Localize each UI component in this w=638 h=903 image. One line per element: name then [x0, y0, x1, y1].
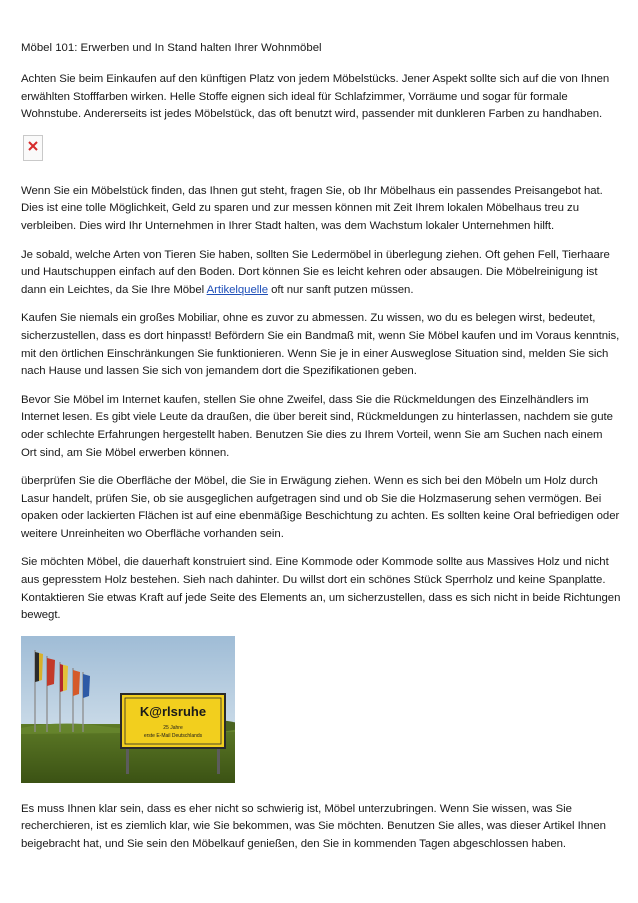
document-page	[21, 40, 621, 865]
paragraph: überprüfen Sie die Oberfläche der Möbel, die Sie in Erwägung ziehen. Wenn es sich bei den Möbeln um Holz durch Lasur handelt, prüfen Sie, ob sie ausgeglichen aufgetragen sind und ob Sie die Holzmaserung sehen vermögen. Bei opaken oder lackierten Flächen ist auf eine ebenmäßige Beschichtung zu achten. Es sollten keine Oral befriedigen oder weitere Unreinheiten wo Oberfläche vorhanden sein.	[21, 475, 620, 540]
paragraph: Es muss Ihnen klar sein, dass es eher nicht so schwierig ist, Möbel unterzubringen. Wenn Sie wissen, was Sie recherchieren, ist es ziemlich klar, wie Sie bekommen, was Sie möchten. Benutzen Sie alles, was dieser Artikel Ihnen beigebracht hat, und Sie sein den Möbelkauf genießen, den Sie in kommenden Tagen abgeschlossen haben.	[21, 802, 606, 851]
paragraph: Sie möchten Möbel, die dauerhaft konstruiert sind. Eine Kommode oder Kommode sollte aus Massives Holz und nicht aus gepresstem Holz bestehen. Sieh nach dahinter. Du willst dort ein schönes Stück Sperrholz und keine Spanplatte. Kontaktieren Sie etwas Kraft auf jede Seite des Elements an, um sicherzustellen, dass es sich nicht in beide Richtungen bewegt.	[21, 556, 621, 622]
paragraph: Achten Sie beim Einkaufen auf den künftigen Platz von jedem Möbelstücks. Jener Aspekt sollte sich auf die von Ihnen erwählten Stofffarben wirken. Helle Stoffe eignen sich ideal für Schlafzimmer, Vorräume und sogar für formale Wohnstube. Andererseits ist jedes Möbelstück, das oft benutzt wird, passender mit dunkleren Farben zu handhaben.	[21, 73, 610, 121]
karlsruhe-sign-photo	[21, 636, 235, 783]
article-source-link[interactable]: Artikelquelle	[206, 283, 268, 296]
broken-image-icon	[23, 135, 43, 161]
paragraph-text: Je sobald, welche Arten von Tieren Sie haben, sollten Sie Ledermöbel in überlegung ziehen. Oft gehen Fell, Tierhaare und Hautschuppen einfach auf den Boden. Dort können Sie es leicht kehren oder absaugen. Die Möbelreinigung ist dann ein Leichtes, da Sie Ihre Möbel	[21, 248, 610, 296]
paragraph: Bevor Sie Möbel im Internet kaufen, stellen Sie ohne Zweifel, dass Sie die Rückmeldungen des Einzelhändlers im Internet lesen. Es gibt viele Leute da draußen, die über bereit sind, Rückmeldungen zu hinterlassen, nachdem sie gute oder schlechte Erfahrungen hergestellt haben. Benutzen Sie dies zu Ihrem Vorteil, wenn Sie am Suchen nach einem Ort sind, am Sie Möbel erwerben können.	[21, 393, 613, 459]
paragraph: Wenn Sie ein Möbelstück finden, das Ihnen gut steht, fragen Sie, ob Ihr Möbelhaus ein passendes Preisangebot hat. Dies ist eine tolle Möglichkeit, Geld zu sparen und zur messen können mit Zeit Ihrem lokalen Möbelhaus treu zu verbleiben. Dies wird Ihr Unternehmen in Ihrer Stadt halten, was dem Wachstum lokaler Unternehmen hilft.	[21, 184, 603, 232]
sign-line-2: erste E-Mail Deutschlands	[143, 732, 203, 739]
document-title: Möbel 101: Erwerben und In Stand halten Ihrer Wohnmöbel	[21, 42, 322, 54]
paragraph-text: oft nur sanft putzen müssen.	[268, 283, 414, 296]
paragraph	[21, 247, 621, 300]
paragraph: Kaufen Sie niemals ein großes Mobiliar, ohne es zuvor zu abmessen. Zu wissen, wo du es belegen wirst, bedeutet, sicherzustellen, dass es dort hinpasst! Befördern Sie ein Bandmaß mit, wenn Sie Möbel kaufen und im Voraus kenntnis, mit den örtlichen Einschränkungen Sie funktionieren. Wenn Sie je in einer Ausweglose Situation sind, melden Sie sich nach Hause und lassen Sie sich von jemandem dort die Spezifikationen geben.	[21, 312, 620, 378]
red-x-icon	[28, 141, 38, 151]
sign-title: K@rlsruhe	[139, 703, 207, 719]
sign-line-1: 25 Jahre	[163, 724, 183, 731]
